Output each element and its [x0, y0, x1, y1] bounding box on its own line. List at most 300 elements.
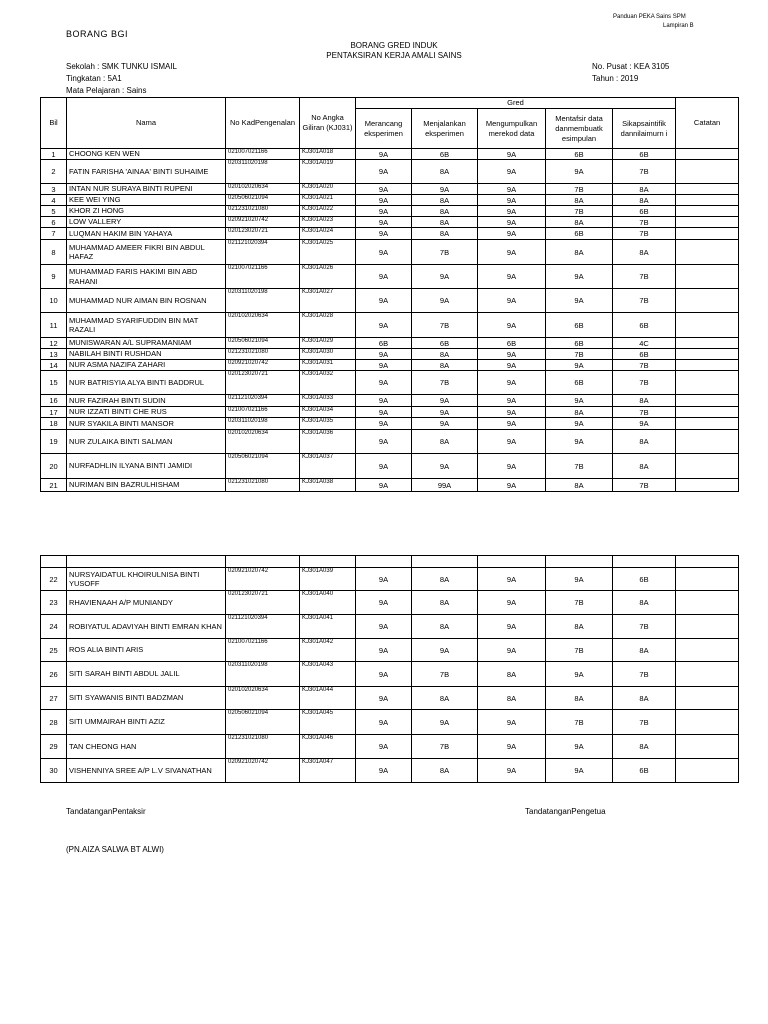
assessor-signature-label: TandatanganPentaksir — [66, 807, 146, 816]
year-field: Tahun : 2019 — [592, 74, 639, 83]
cell-gred: 7B — [613, 289, 676, 313]
cell-gred: 9A — [356, 360, 412, 371]
cell-gred: 7B — [613, 228, 676, 240]
cell-gred: 6B — [613, 349, 676, 360]
cell-angka-giliran: KJ301A031 — [300, 360, 356, 371]
cell-gred: 8A — [613, 735, 676, 759]
cell-bil: 14 — [41, 360, 67, 371]
cell-gred: 7B — [546, 206, 613, 217]
cell-gred: 8A — [412, 568, 478, 591]
cell-angka-giliran: KJ301A026 — [300, 265, 356, 289]
cell-angka-giliran: KJ301A018 — [300, 149, 356, 160]
table-row — [41, 479, 739, 492]
cell-angka-giliran: KJ301A033 — [300, 395, 356, 407]
cell-bil: 4 — [41, 195, 67, 206]
assessor-name: (PN.AIZA SALWA BT ALWI) — [66, 845, 164, 854]
cell-catatan — [676, 217, 739, 228]
cell-gred: 7B — [546, 184, 613, 195]
cell-bil: 24 — [41, 615, 67, 639]
cell-gred: 9A — [356, 240, 412, 265]
cell-angka-giliran: KJ301A038 — [300, 479, 356, 492]
cell-ic: 020102020634 — [226, 313, 300, 338]
cell-bil: 1 — [41, 149, 67, 160]
cell-gred: 6B — [613, 568, 676, 591]
cell-gred: 9A — [356, 662, 412, 687]
cell-gred: 7B — [546, 454, 613, 479]
cell-gred: 9A — [546, 265, 613, 289]
cell-gred: 9A — [478, 568, 546, 591]
cell-gred: 8A — [613, 395, 676, 407]
cell-bil: 30 — [41, 759, 67, 783]
cell-angka-giliran: KJ301A019 — [300, 160, 356, 184]
col-ic: No KadPengenalan — [226, 98, 300, 149]
cell-gred: 8A — [412, 160, 478, 184]
cell-gred: 9A — [356, 228, 412, 240]
cell-gred: 7B — [613, 615, 676, 639]
cell-catatan — [676, 195, 739, 206]
cell-ic: 020123020721 — [226, 591, 300, 615]
table-row — [41, 591, 739, 615]
form-level-field: Tingkatan : 5A1 — [66, 74, 122, 83]
guide-label: Panduan PEKA Sains SPM — [613, 14, 686, 20]
cell-catatan — [676, 479, 739, 492]
table-row — [41, 240, 739, 265]
cell-gred: 9A — [478, 479, 546, 492]
col-merancang: Merancang eksperimen — [356, 109, 412, 149]
cell-gred: 8A — [412, 217, 478, 228]
cell-angka-giliran: KJ301A043 — [300, 662, 356, 687]
cell-gred: 7B — [546, 710, 613, 735]
cell-catatan — [676, 184, 739, 195]
cell-catatan — [676, 265, 739, 289]
table-row — [41, 313, 739, 338]
cell-gred: 9A — [478, 759, 546, 783]
cell-catatan — [676, 395, 739, 407]
cell-ic: 020506021094 — [226, 710, 300, 735]
cell-angka-giliran: KJ301A044 — [300, 687, 356, 710]
cell-catatan — [676, 454, 739, 479]
cell-angka-giliran: KJ301A042 — [300, 639, 356, 662]
cell-bil: 18 — [41, 418, 67, 430]
cell-gred: 9A — [356, 710, 412, 735]
cell-gred: 9A — [412, 289, 478, 313]
cell-gred: 6B — [356, 338, 412, 349]
cell-gred: 8A — [546, 240, 613, 265]
table-row — [41, 360, 739, 371]
cell-gred: 8A — [478, 662, 546, 687]
cell-gred: 9A — [478, 160, 546, 184]
cell-ic: 020921020742 — [226, 568, 300, 591]
cell-bil: 6 — [41, 217, 67, 228]
cell-catatan — [676, 662, 739, 687]
cell-gred: 7B — [412, 735, 478, 759]
cell-gred: 9A — [546, 395, 613, 407]
cell-ic: 021231021080 — [226, 735, 300, 759]
cell-nama: MUHAMMAD NUR AIMAN BIN ROSNAN — [67, 289, 226, 313]
cell-ic: 020921020742 — [226, 217, 300, 228]
cell-gred: 7B — [613, 265, 676, 289]
cell-nama: NUR ASMA NAZIFA ZAHARI — [67, 360, 226, 371]
cell-gred: 7B — [546, 639, 613, 662]
cell-catatan — [676, 228, 739, 240]
cell-angka-giliran: KJ301A027 — [300, 289, 356, 313]
table-row — [41, 228, 739, 240]
cell-gred: 9A — [546, 759, 613, 783]
cell-ic: 020311020198 — [226, 662, 300, 687]
table-row — [41, 195, 739, 206]
cell-gred: 9A — [356, 184, 412, 195]
cell-angka-giliran: KJ301A032 — [300, 371, 356, 395]
cell-gred: 9A — [546, 160, 613, 184]
cell-nama: ROS ALIA BINTI ARIS — [67, 639, 226, 662]
table-row — [41, 568, 739, 591]
cell-ic: 020311020198 — [226, 289, 300, 313]
cell-gred: 9A — [478, 349, 546, 360]
col-mentafsir: Mentafsir data danmembuatk esimpulan — [546, 109, 613, 149]
cell-catatan — [676, 313, 739, 338]
cell-gred: 9A — [478, 240, 546, 265]
cell-gred: 8A — [478, 687, 546, 710]
cell-ic: 021231021080 — [226, 206, 300, 217]
cell-bil: 15 — [41, 371, 67, 395]
table-row — [41, 265, 739, 289]
subject-field: Mata Pelajaran : Sains — [66, 86, 147, 95]
table-row — [41, 687, 739, 710]
cell-gred: 9A — [356, 479, 412, 492]
cell-nama: TAN CHEONG HAN — [67, 735, 226, 759]
cell-nama: NUR SYAKILA BINTI MANSOR — [67, 418, 226, 430]
cell-gred: 7B — [613, 360, 676, 371]
cell-nama: MUHAMMAD AMEER FIKRI BIN ABDUL HAFAZ — [67, 240, 226, 265]
col-sikap: Sikapsaintifik dannilaimurn i — [613, 109, 676, 149]
centre-number-field: No. Pusat : KEA 3105 — [592, 62, 670, 71]
cell-nama: VISHENNIYA SREE A/P L.V SIVANATHAN — [67, 759, 226, 783]
cell-catatan — [676, 349, 739, 360]
cell-gred: 6B — [546, 228, 613, 240]
cell-catatan — [676, 360, 739, 371]
cell-catatan — [676, 639, 739, 662]
cell-gred: 9A — [356, 735, 412, 759]
cell-gred: 8A — [546, 687, 613, 710]
cell-gred: 6B — [546, 149, 613, 160]
cell-nama: SITI SARAH BINTI ABDUL JALIL — [67, 662, 226, 687]
cell-bil: 5 — [41, 206, 67, 217]
cell-angka-giliran: KJ301A037 — [300, 454, 356, 479]
cell-bil: 9 — [41, 265, 67, 289]
cell-nama: NUR FAZIRAH BINTI SUDIN — [67, 395, 226, 407]
cell-gred: 9A — [478, 735, 546, 759]
table-row — [41, 149, 739, 160]
cell-gred: 9A — [356, 395, 412, 407]
table-row — [41, 639, 739, 662]
cell-gred: 7B — [412, 240, 478, 265]
table-row — [41, 289, 739, 313]
cell-bil: 23 — [41, 591, 67, 615]
cell-gred: 6B — [412, 149, 478, 160]
col-gred: Gred — [356, 98, 676, 109]
cell-gred: 9A — [356, 289, 412, 313]
cell-ic: 020102020634 — [226, 184, 300, 195]
cell-gred: 99A — [412, 479, 478, 492]
cell-gred: 9A — [356, 759, 412, 783]
table-row — [41, 217, 739, 228]
cell-gred: 9A — [478, 591, 546, 615]
cell-gred: 9A — [478, 313, 546, 338]
cell-gred: 9A — [356, 639, 412, 662]
cell-gred: 8A — [546, 615, 613, 639]
cell-gred: 7B — [613, 217, 676, 228]
cell-bil: 11 — [41, 313, 67, 338]
col-menjalankan: Menjalankan eksperimen — [412, 109, 478, 149]
cell-ic: 020311020198 — [226, 160, 300, 184]
cell-gred: 7B — [412, 662, 478, 687]
cell-gred: 9A — [412, 395, 478, 407]
cell-gred: 8A — [613, 687, 676, 710]
cell-gred: 6B — [613, 313, 676, 338]
cell-ic: 021231021080 — [226, 349, 300, 360]
table-row — [41, 407, 739, 418]
cell-gred: 8A — [613, 240, 676, 265]
cell-nama: MUHAMMAD SYARIFUDDIN BIN MAT RAZALI — [67, 313, 226, 338]
cell-catatan — [676, 149, 739, 160]
cell-gred: 8A — [412, 195, 478, 206]
cell-gred: 9A — [356, 454, 412, 479]
cell-gred: 9A — [356, 149, 412, 160]
cell-catatan — [676, 418, 739, 430]
cell-gred: 7B — [613, 160, 676, 184]
cell-bil: 26 — [41, 662, 67, 687]
cell-gred: 7B — [546, 591, 613, 615]
cell-gred: 9A — [478, 360, 546, 371]
cell-angka-giliran: KJ301A034 — [300, 407, 356, 418]
col-catatan: Catatan — [676, 98, 739, 149]
cell-nama: NUR BATRISYIA ALYA BINTI BADDRUL — [67, 371, 226, 395]
cell-bil: 10 — [41, 289, 67, 313]
cell-nama: LOW VALLERY — [67, 217, 226, 228]
cell-nama: NUR ZULAIKA BINTI SALMAN — [67, 430, 226, 454]
cell-gred: 9A — [478, 710, 546, 735]
cell-gred: 8A — [412, 349, 478, 360]
cell-gred: 9A — [478, 206, 546, 217]
cell-gred: 9A — [356, 687, 412, 710]
cell-bil: 2 — [41, 160, 67, 184]
cell-nama: NURSYAIDATUL KHOIRULNISA BINTI YUSOFF — [67, 568, 226, 591]
cell-angka-giliran: KJ301A024 — [300, 228, 356, 240]
cell-bil: 27 — [41, 687, 67, 710]
cell-nama: SITI SYAWANIS BINTI BADZMAN — [67, 687, 226, 710]
cell-gred: 9A — [356, 206, 412, 217]
cell-gred: 4C — [613, 338, 676, 349]
cell-gred: 6B — [613, 206, 676, 217]
cell-ic: 021231021080 — [226, 479, 300, 492]
cell-catatan — [676, 338, 739, 349]
cell-catatan — [676, 710, 739, 735]
col-mengumpul: Mengumpulkan merekod data — [478, 109, 546, 149]
cell-bil: 7 — [41, 228, 67, 240]
cell-gred: 8A — [613, 454, 676, 479]
cell-gred: 7B — [412, 371, 478, 395]
cell-gred: 9A — [546, 662, 613, 687]
cell-gred: 9A — [478, 149, 546, 160]
cell-gred: 9A — [546, 289, 613, 313]
cell-gred: 8A — [412, 360, 478, 371]
cell-gred: 8A — [412, 687, 478, 710]
cell-gred: 9A — [356, 160, 412, 184]
cell-bil: 16 — [41, 395, 67, 407]
cell-gred: 9A — [478, 228, 546, 240]
cell-catatan — [676, 160, 739, 184]
cell-gred: 9A — [478, 371, 546, 395]
cell-gred: 8A — [412, 615, 478, 639]
cell-gred: 9A — [356, 407, 412, 418]
cell-gred: 9A — [356, 568, 412, 591]
cell-angka-giliran: KJ301A045 — [300, 710, 356, 735]
cell-gred: 6B — [546, 338, 613, 349]
cell-angka-giliran: KJ301A036 — [300, 430, 356, 454]
cell-ic: 021121020394 — [226, 615, 300, 639]
cell-angka-giliran: KJ301A025 — [300, 240, 356, 265]
table-row — [41, 615, 739, 639]
cell-nama: NURIMAN BIN BAZRULHISHAM — [67, 479, 226, 492]
cell-bil: 22 — [41, 568, 67, 591]
cell-nama: RHAVIENAAH A/P MUNIANDY — [67, 591, 226, 615]
cell-gred: 9A — [412, 418, 478, 430]
cell-angka-giliran: KJ301A039 — [300, 568, 356, 591]
cell-gred: 8A — [412, 228, 478, 240]
cell-nama: NABILAH BINTI RUSHDAN — [67, 349, 226, 360]
cell-gred: 9A — [356, 418, 412, 430]
cell-gred: 9A — [356, 615, 412, 639]
table-row — [41, 338, 739, 349]
table-row — [41, 759, 739, 783]
cell-gred: 9A — [412, 184, 478, 195]
cell-ic: 021007021166 — [226, 639, 300, 662]
cell-angka-giliran: KJ301A030 — [300, 349, 356, 360]
cell-gred: 8A — [546, 195, 613, 206]
cell-gred: 6B — [613, 759, 676, 783]
cell-nama: LUQMAN HAKIM BIN YAHAYA — [67, 228, 226, 240]
grade-table-2 — [40, 555, 739, 783]
cell-ic: 021121020394 — [226, 240, 300, 265]
cell-gred: 9A — [356, 313, 412, 338]
cell-gred: 6B — [478, 338, 546, 349]
cell-gred: 9A — [546, 430, 613, 454]
cell-gred: 7B — [412, 313, 478, 338]
cell-gred: 9A — [546, 360, 613, 371]
grade-table-1 — [40, 97, 739, 492]
cell-ic: 020921020742 — [226, 360, 300, 371]
cell-nama: KHOR ZI HONG — [67, 206, 226, 217]
cell-ic: 020506021094 — [226, 338, 300, 349]
cell-angka-giliran: KJ301A040 — [300, 591, 356, 615]
cell-angka-giliran: KJ301A028 — [300, 313, 356, 338]
cell-catatan — [676, 206, 739, 217]
cell-gred: 8A — [412, 759, 478, 783]
cell-ic: 020102020634 — [226, 687, 300, 710]
cell-nama: MUNISWARAN A/L SUPRAMANIAM — [67, 338, 226, 349]
cell-catatan — [676, 407, 739, 418]
table-row — [41, 710, 739, 735]
cell-angka-giliran: KJ301A023 — [300, 217, 356, 228]
cell-gred: 9A — [412, 265, 478, 289]
cell-ic: 020506021094 — [226, 195, 300, 206]
table-row — [41, 349, 739, 360]
table-row — [41, 395, 739, 407]
cell-bil: 28 — [41, 710, 67, 735]
cell-angka-giliran: KJ301A035 — [300, 418, 356, 430]
cell-ic: 020311020198 — [226, 418, 300, 430]
cell-angka-giliran: KJ301A046 — [300, 735, 356, 759]
cell-gred: 9A — [546, 568, 613, 591]
cell-gred: 6B — [613, 149, 676, 160]
cell-bil: 20 — [41, 454, 67, 479]
cell-angka-giliran: KJ301A022 — [300, 206, 356, 217]
cell-gred: 9A — [412, 639, 478, 662]
cell-bil: 29 — [41, 735, 67, 759]
cell-bil: 25 — [41, 639, 67, 662]
cell-bil: 17 — [41, 407, 67, 418]
table-row — [41, 454, 739, 479]
cell-nama: INTAN NUR SURAYA BINTI RUPENI — [67, 184, 226, 195]
form-subtitle: PENTAKSIRAN KERJA AMALI SAINS — [326, 51, 462, 60]
cell-gred: 8A — [613, 184, 676, 195]
cell-gred: 7B — [613, 371, 676, 395]
cell-gred: 9A — [356, 349, 412, 360]
cell-nama: ROBIYATUL ADAVIYAH BINTI EMRAN KHAN — [67, 615, 226, 639]
cell-ic: 021007021166 — [226, 149, 300, 160]
cell-catatan — [676, 591, 739, 615]
cell-gred: 9A — [356, 591, 412, 615]
cell-gred: 9A — [478, 615, 546, 639]
col-angka-giliran: No Angka Giliran (KJ031) — [300, 98, 356, 149]
cell-catatan — [676, 615, 739, 639]
cell-nama: NUR IZZATI BINTI CHE RUS — [67, 407, 226, 418]
cell-gred: 8A — [412, 430, 478, 454]
cell-gred: 9A — [478, 217, 546, 228]
cell-catatan — [676, 687, 739, 710]
cell-bil: 8 — [41, 240, 67, 265]
cell-ic: 020123020721 — [226, 228, 300, 240]
cell-nama: SITI UMMAIRAH BINTI AZIZ — [67, 710, 226, 735]
cell-gred: 9A — [356, 217, 412, 228]
cell-gred: 9A — [478, 639, 546, 662]
appendix-label: Lampiran B — [663, 23, 694, 29]
cell-catatan — [676, 568, 739, 591]
cell-gred: 9A — [546, 735, 613, 759]
col-nama: Nama — [67, 98, 226, 149]
form-label: BORANG BGI — [66, 29, 129, 39]
cell-gred: 7B — [546, 349, 613, 360]
cell-gred: 9A — [478, 454, 546, 479]
cell-gred: 7B — [613, 479, 676, 492]
cell-gred: 8A — [546, 407, 613, 418]
cell-gred: 8A — [613, 195, 676, 206]
col-bil: Bil — [41, 98, 67, 149]
cell-gred: 9A — [478, 265, 546, 289]
table-row — [41, 418, 739, 430]
table-row — [41, 735, 739, 759]
cell-gred: 9A — [356, 265, 412, 289]
table-row — [41, 184, 739, 195]
cell-nama: NURFADHLIN ILYANA BINTI JAMIDI — [67, 454, 226, 479]
cell-gred: 9A — [412, 710, 478, 735]
cell-bil: 13 — [41, 349, 67, 360]
cell-bil: 12 — [41, 338, 67, 349]
cell-gred: 9A — [356, 195, 412, 206]
cell-gred: 9A — [356, 371, 412, 395]
cell-angka-giliran: KJ301A020 — [300, 184, 356, 195]
cell-gred: 6B — [412, 338, 478, 349]
